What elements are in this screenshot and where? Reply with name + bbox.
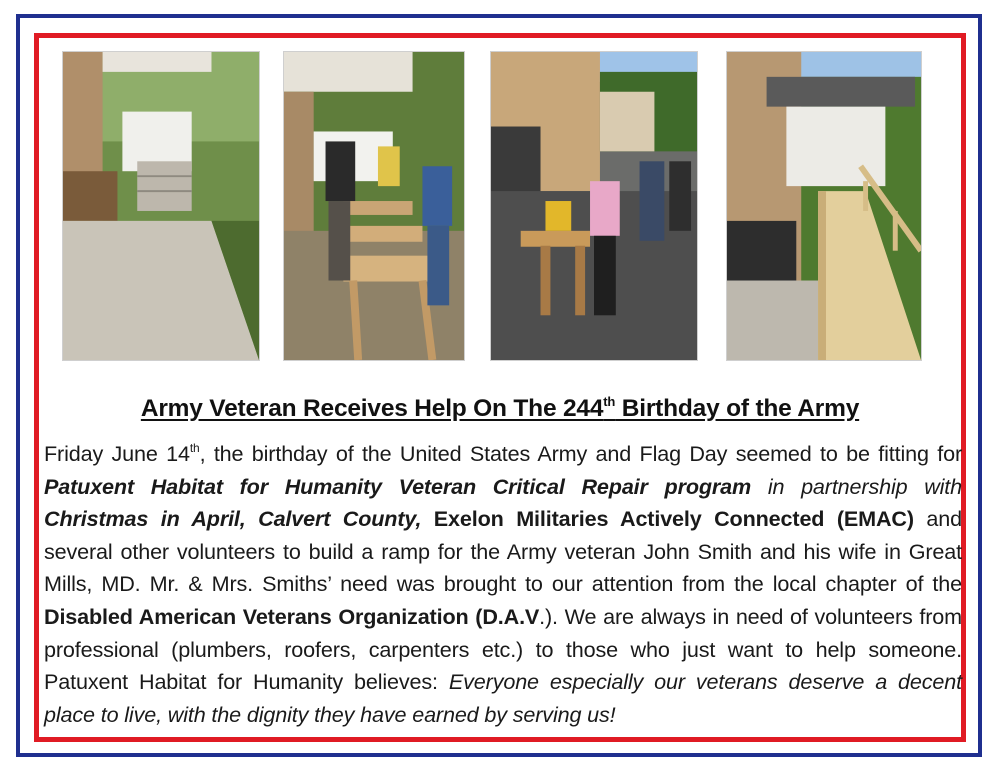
article-body: Friday June 14th, the birthday of the United States Army and Flag Day seemed to be fitting for Patuxent Habitat for Humanity Veteran Critical Repair program in partnership with Christmas in April, Calvert County, Exelon Militaries Actively Connected (EMAC) and several other volunteers to build a ramp for the Army veteran John Smith and his wife in Great Mills, MD. Mr. & Mrs. Smiths’ need was brought to our attention from the local chapter of the Disabled American Veterans Organization (D.A.V.). We are always in need of volunteers from professional (plumbers, roofers, carpenters etc.) to those who just want to help someone. Patuxent Habitat for Humanity believes: Everyone especially our veterans deserve a decent place to live, with the dignity they have earned by serving us! (44, 441, 962, 727)
photo-finished-ramp-icon (727, 52, 921, 360)
photo-volunteers-building-ramp (283, 51, 465, 361)
photo-saw-station-icon (491, 52, 697, 360)
photo-volunteers-cutting-lumber (490, 51, 698, 361)
partner-emac: Exelon Militaries Actively Connected (EMAC) (433, 506, 914, 532)
partner-christmas-in-april: Christmas in April, Calvert County, (44, 506, 422, 532)
photo-porch-steps-before (62, 51, 260, 361)
photo-porch-steps-icon (63, 52, 259, 360)
article-headline: Army Veteran Receives Help On The 244th Birthday of the Army (140, 394, 860, 422)
dav-organization: Disabled American Veterans Organization (D.A.V (44, 603, 540, 629)
habitat-motto: Everyone especially our veterans deserve a decent place to live, with the dignity they have earned by serving us! (44, 669, 962, 727)
photo-completed-wooden-ramp (726, 51, 922, 361)
program-name: Patuxent Habitat for Humanity Veteran Critical Repair program (44, 473, 752, 499)
photo-ramp-construction-icon (284, 52, 464, 360)
